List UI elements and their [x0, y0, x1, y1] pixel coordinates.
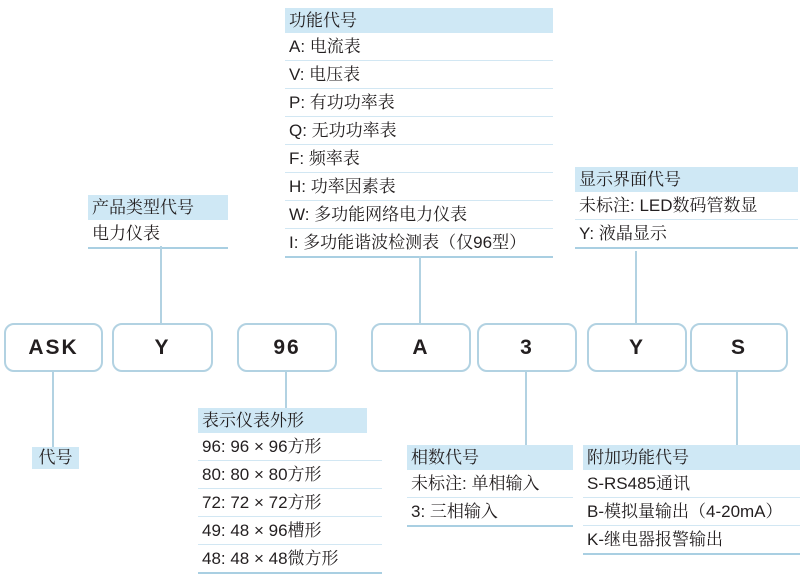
phase-code-header: 相数代号: [407, 445, 573, 470]
meter-shape-item: 72: 72 × 72方形: [198, 489, 382, 517]
tag-label: 代号: [32, 447, 79, 469]
code-box-3: 3: [477, 323, 577, 372]
phase-code-item: 3: 三相输入: [407, 498, 573, 527]
addon-function-section: [583, 445, 800, 555]
meter-shape-item: 49: 48 × 96槽形: [198, 517, 382, 545]
connector-function-to-a: [419, 256, 421, 323]
function-code-item: I: 多功能谐波检测表（仅96型）: [285, 229, 553, 258]
addon-function-item: K-继电器报警输出: [583, 526, 800, 555]
meter-shape-item: 96: 96 × 96方形: [198, 433, 382, 461]
function-code-item: F: 频率表: [285, 145, 553, 173]
addon-function-item: S-RS485通讯: [583, 470, 800, 498]
function-code-item: A: 电流表: [285, 33, 553, 61]
connector-product-to-y1: [160, 246, 162, 323]
product-type-header: 产品类型代号: [88, 195, 228, 220]
connector-display-to-y2: [635, 251, 637, 323]
product-type-item: 电力仪表: [88, 220, 228, 249]
display-interface-item: Y: 液晶显示: [575, 220, 798, 249]
code-box-y1: Y: [112, 323, 213, 372]
meter-shape-header: 表示仪表外形: [198, 408, 367, 433]
display-interface-item: 未标注: LED数码管数显: [575, 192, 798, 220]
code-box-y2: Y: [587, 323, 687, 372]
code-box-96: 96: [237, 323, 337, 372]
function-code-header: 功能代号: [285, 8, 553, 33]
product-type-section: [88, 195, 228, 249]
phase-code-section: [407, 445, 573, 527]
code-box-ask: ASK: [4, 323, 103, 372]
function-code-item: W: 多功能网络电力仪表: [285, 201, 553, 229]
function-code-section: [285, 8, 553, 258]
function-code-item: P: 有功功率表: [285, 89, 553, 117]
meter-shape-item: 80: 80 × 80方形: [198, 461, 382, 489]
function-code-item: H: 功率因素表: [285, 173, 553, 201]
connector-96-to-shape: [285, 372, 287, 408]
phase-code-item: 未标注: 单相输入: [407, 470, 573, 498]
code-box-s: S: [690, 323, 788, 372]
connector-ask-to-tag: [52, 372, 54, 447]
connector-3-to-phase: [525, 372, 527, 445]
addon-function-item: B-模拟量输出（4-20mA）: [583, 498, 800, 526]
meter-shape-item: 48: 48 × 48微方形: [198, 545, 382, 574]
addon-function-header: 附加功能代号: [583, 445, 800, 470]
display-interface-section: [575, 167, 798, 249]
connector-s-to-addon: [736, 372, 738, 445]
code-box-a: A: [371, 323, 471, 372]
meter-shape-section: [198, 408, 382, 574]
function-code-item: Q: 无功功率表: [285, 117, 553, 145]
function-code-item: V: 电压表: [285, 61, 553, 89]
display-interface-header: 显示界面代号: [575, 167, 798, 192]
